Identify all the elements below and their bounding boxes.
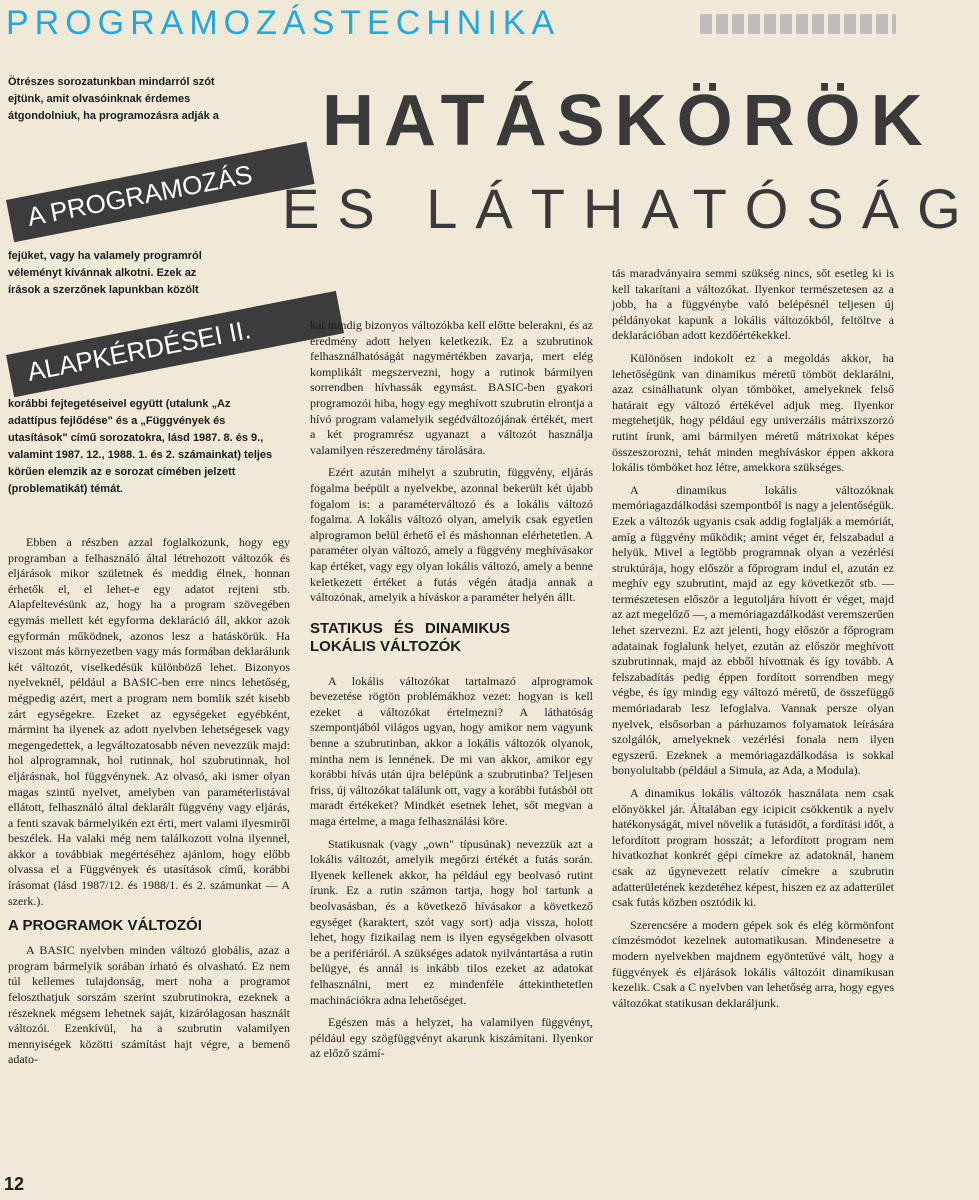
- intro-paragraph: fejüket, vagy ha valamely programról véleményt kívánnak alkotni. Ezek az írások a szerzőnek lapunkban közölt: [8, 250, 202, 296]
- intro-paragraph: Ötrészes sorozatunkban mindarról szót ejtünk, amit olvasóinknak érdemes átgondolniuk, ha programozásra adják a: [8, 76, 219, 122]
- article-title-line1: HATÁSKÖRÖK: [322, 81, 933, 161]
- article-title-line2: ÉS LÁTHATÓSÁG: [282, 177, 979, 240]
- body-paragraph: Egészen más a helyzet, ha valamilyen függvényt, például egy szögfüggvényt akarunk kiszámítani. Ilyenkor az előző számí-: [310, 1015, 593, 1061]
- body-paragraph: A dinamikus lokális változóknak memóriagazdálkodási szempontból is nagy a jelentőségük. Ezek a változók ugyanis csak addig foglalják a memóriát, amíg a függvény működik; amint véget ér, felszabadul a helyük. Mivel a legtöbb programnak olyan a vezérlési struktúrája, hogy először a főprogram indul el, azután ez meghív egy szubrutint, majd az egy következőt stb. — természetesen először a legutoljára hívott ér véget, majd az azt megelőző —, a memóriagazdálkodást veremszerűen lehet szervezni. Ez azt jelenti, hogy először a főprogram adatainak foglalunk helyet, ezután az először meghívott szubrutinnak, majd az ebből hívottnak és így tovább. A felszabadítás pedig éppen fordított sorrendben megy végbe, és így mindig egy változó méretű, de összefüggő memóriadarab lesz lefoglalva. Vannak persze olyan nyelvek, elsősorban a párhuzamos folyamatok leírására szolgálók, amelyeknek vezérlési fonala nem ilyen egyszerű. Ezeknek a memóriagazdálkodása is sokkal bonyolultabb (például a Simula, az Ada, a Modula).: [612, 482, 894, 778]
- series-band-2: ALAPKÉRDÉSEI II.: [6, 291, 344, 397]
- page-number: 12: [4, 1174, 25, 1194]
- body-paragraph: Statikusnak (vagy „own" típusúnak) nevezzük azt a lokális változót, amelyik megőrzi értékét a futás során. Ilyenek kellenek akkor, ha például egy beolvasó rutint írunk. Ez a rutin számon tartja, hogy hol tartunk a beolvasásban, és a következő hívásakor a következő egységet (karaktert, szót vagy sort) adja vissza, holott lehet, hogy fizikailag nem is ilyen egységekben olvasott be a perifériáról. A szükséges adatok nyilvántartása a rutin belügye, és annál is inkább tilos ezeket az adatokat felhasználni, mert ez mindenféle áttekinthetetlen machinációkra adna lehetőséget.: [310, 836, 593, 1007]
- section-header: PROGRAMOZÁSTECHNIKA: [6, 4, 561, 42]
- series-band-1: A PROGRAMOZÁS: [6, 142, 315, 243]
- body-paragraph: Szerencsére a modern gépek sok és elég körmönfont címzésmódot kezelnek automatikusan. Mindenesetre a modern nyelvekben majdnem egyöntetűvé vált, hogy a függvények és eljárások lokális változóit dinamikusan kezelik. Csak a C nyelvben van lehetőség arra, hogy egyes változókat statikusan deklaráljunk.: [612, 917, 894, 1010]
- intro-paragraph: korábbi fejtegetéseivel együtt (utalunk „Az adattípus fejlődése" és a „Függvények és utasítások" című sorozatokra, lásd 1987. 8. és 9., valamint 1987. 12., 1988. 1. és 2. számainkat) teljes körűen elemzik az e sorozat címében jelzett (problematikát) témát.: [8, 398, 273, 495]
- intro-references: [8, 396, 280, 498]
- header-decoration: [700, 14, 896, 34]
- body-paragraph: A BASIC nyelvben minden változó globális, azaz a program bármelyik sorában írható és olvasható. Ez nem túl kellemes tulajdonság, mert noha a programot feloszthatjuk sorszám szerint szubrutinokra, ezeknek a részeknek mégsem lehetnek saját, kizárólagosan használt változói. Ezenkívül, ha a szubrutin valamilyen mennyiségek közötti számítást hajt végre, a bemenő adato-: [8, 943, 290, 1067]
- body-paragraph: A lokális változókat tartalmazó alprogramok bevezetése rögtön problémákhoz vezet: hogyan is kell ezeket a változókat értelmezni? A láthatóság szempontjából világos ugyan, hogy amikor nem vagyunk benne a szubrutinban, akkor a lokális változók olyanok, mintha nem is lennének. De mi van akkor, amikor egy korábbi hívás után újra belépünk a szubrutinba? Teljesen friss, új változókat találunk ott, vagy a korábbi futásból ott maradt értékeket? Mindkét esetnek lehet, sőt megvan a maga értelme, a maga felhasználási köre.: [310, 673, 593, 829]
- body-paragraph: tás maradványaira semmi szükség nincs, sőt esetleg ki is kell takarítani a változókat. Ilyenkor természetesen az a jobb, ha a függvénybe való belépésnél teljesen új példányokat kapunk a lokális változókból, feltöltve a deklarációban adott kezdőértékekkel.: [612, 266, 894, 343]
- body-paragraph: Ezért azután mihelyt a szubrutin, függvény, eljárás fogalma beépült a nyelvekbe, azonnal bekerült két újabb fogalom is: a paraméterváltozó és a lokális változó fogalma. A lokális változó olyan, amelyik csak egyetlen alprogramon belül érhető el és máshonnan elérhetetlen. A paraméter olyan változó, amely a függvény meghívásakor kap értéket, vagy egy olyan lokális változó, amely a benne keletkezett értéket a futás végén átadja annak a változónak, amelyik a híváskor a paraméter helyén állt.: [310, 465, 593, 605]
- column-3: [612, 266, 894, 1018]
- section-heading: STATIKUS ÉS DINAMIKUS LOKÁLIS VÁLTOZÓK: [310, 619, 510, 655]
- body-paragraph: A dinamikus lokális változók használata nem csak előnyökkel jár. Általában egy icipicit csökkentik a nyelv hatékonyságát, mivel növelik a futásidőt, a fordítási időt, a lefordított program hosszát; a lefordított program nem hivatkozhat konkrét gépi címekre az adatoknál, hanem csak az úgynevezett relatív címekre a szubrutin adatterületének kezdetéhez képest, hiszen ez az adatterület csak futás közben osztódik ki.: [612, 786, 894, 910]
- body-paragraph: Ebben a részben azzal foglalkozunk, hogy egy programban a felhasználó által létrehozott változók és eljárások mikor születnek és meddig élnek, honnan érhetők el, el lehet-e egy adatot rejteni stb. Alapfeltevésünk az, hogy ha a program szövegében egymás mellett két egyforma deklaráció áll, akkor azok egyformán működnek, azonos lesz a hatáskörük. Ha viszont más környezetben vagy más formában deklarálunk két változót, viselkedésük különböző lehet. Bizonyos nyelveknél, például a BASIC-ben erre nincs lehetőség, mégpedig azért, mert a program nem bomlik szét kisebb zárt egységekre. Ezeket az egységeket egyébként, mármint ha ilyenek az adott nyelvben lehetségesek vagy megengedettek, a legváltozatosabb néven nevezzük majd: hol alprogramnak, hol rutinnak, hol szubrutinnak, hol eljárásnak, hol függvénynek. Az olvasó, aki ismer olyan magas szintű nyelvet, amelyben van paraméterlistával ellátott, felhasználó által deklarált függvény vagy eljárás, a fenti szavak bármelyikén ezt érti, mert valami ilyesmiről beszélek. Ha valaki még nem találkozott volna ilyennel, akkor a továbbiak megértéséhez ajánlom, hogy előbb olvassa el a Függvények és utasítások című, korábbi írásomat (lásd 1987/12. és 1988/1. és 2. számunkat — A szerk.).: [8, 535, 290, 908]
- body-paragraph: kat mindig bizonyos változókba kell előtte belerakni, és az eredmény adott helyen keletkezik. Ez a szubrutinok felhasználhatóságát nagymértékben zavarja, mert elég komplikált megszervezni, hogy a rutinok bármilyen sorrendben hívhassák egymást. BASIC-ben gyakori programozói hiba, hogy egy meghívott szubrutin elrontja a hívó program valamelyik segédváltozójának értékét, mert a két programrész ugyanazt a változót használja valamilyen részeredmény tárolására.: [310, 318, 593, 457]
- body-paragraph: Különösen indokolt ez a megoldás akkor, ha lehetőségünk van dinamikus méretű tömböt deklarálni, azaz csinálhatunk olyan tömböket, amelyeknek felső határait egy változó értékével adjuk meg. Ilyenkor megtehetjük, hogy például egy univerzális mátrixszorzó rutint írunk, ami bármilyen méretű mátrixokat képes összeszorozni, tehát minden meghíváskor éppen akkora lokális tömböket hoz létre, amekkora szükséges.: [612, 350, 894, 475]
- column-2: [310, 318, 593, 1069]
- section-heading: A PROGRAMOK VÁLTOZÓI: [8, 917, 202, 935]
- column-1: [8, 535, 290, 1075]
- intro-lead: [8, 74, 222, 125]
- intro-continuation: [8, 248, 222, 299]
